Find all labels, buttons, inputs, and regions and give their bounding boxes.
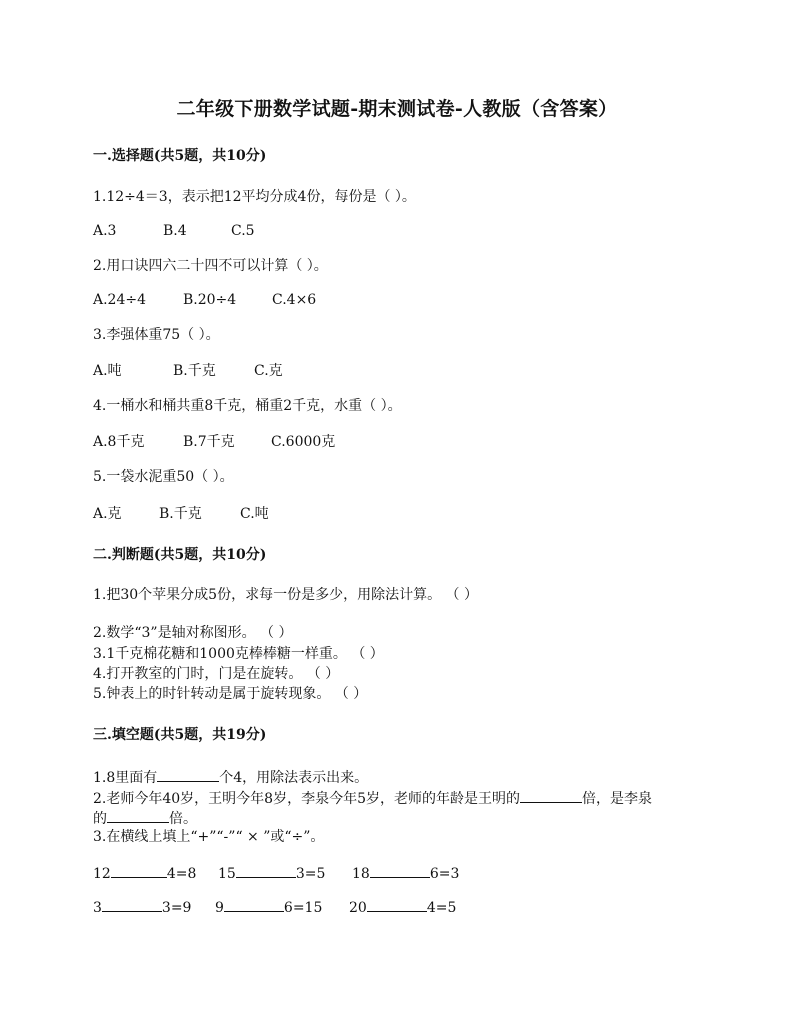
- fill-q2-text-d: 倍。: [169, 811, 197, 827]
- calc-row-1: [93, 863, 459, 883]
- answer-blank: [236, 863, 296, 878]
- judge-item-1: 1.把30个苹果分成5份，求每一份是多少，用除法计算。 （ ）: [93, 587, 478, 603]
- choice-question-4: 4.一桶水和桶共重8千克，桶重2千克，水重（ ）。: [93, 398, 402, 414]
- option-a: A.3: [93, 223, 117, 239]
- choice-options-5: [93, 505, 269, 523]
- option-c: C.5: [231, 223, 255, 239]
- answer-blank: [224, 897, 284, 912]
- option-c: C.吨: [240, 506, 269, 522]
- answer-blank: [107, 808, 169, 823]
- judge-item-2: 2.数学“3”是轴对称图形。 （ ）: [93, 625, 293, 641]
- calc-item: 20 4=5: [349, 897, 456, 917]
- fill-q2-text-a: 2.老师今年40岁，王明今年8岁，李泉今年5岁，老师的年龄是王明的: [93, 791, 520, 807]
- answer-blank: [111, 863, 167, 878]
- fill-question-2: [93, 788, 652, 808]
- answer-blank: [102, 897, 162, 912]
- answer-blank: [520, 788, 582, 803]
- choice-options-1: [93, 222, 255, 240]
- option-b: B.20÷4: [183, 292, 237, 308]
- calc-item: 12 4=8: [93, 863, 218, 883]
- option-b: B.千克: [159, 506, 202, 522]
- option-b: B.千克: [173, 363, 216, 379]
- judge-item-3: 3.1千克棉花糖和1000克棒棒糖一样重。 （ ）: [93, 646, 384, 662]
- judge-item-5: 5.钟表上的时针转动是属于旋转现象。 （ ）: [93, 686, 368, 702]
- calc-item: 3 3=9: [93, 897, 215, 917]
- fill-q2-text-b: 倍，是李泉: [582, 791, 652, 807]
- fill-q2-text-c: 的: [93, 811, 107, 827]
- calc-item: 9 6=15: [215, 897, 349, 917]
- calc-item: 15 3=5: [218, 863, 352, 883]
- option-c: C.6000克: [271, 434, 336, 450]
- calc-row-2: [93, 897, 456, 917]
- option-a: A.8千克: [93, 434, 145, 450]
- fill-q1-text-a: 1.8里面有: [93, 770, 158, 786]
- option-b: B.4: [163, 223, 187, 239]
- choice-question-2: 2.用口诀四六二十四不可以计算（ ）。: [93, 258, 328, 274]
- choice-options-2: [93, 291, 316, 309]
- section-heading-fill: 三.填空题(共5题，共19分): [93, 727, 267, 743]
- option-c: C.克: [254, 363, 283, 379]
- fill-question-2-cont: [93, 808, 197, 828]
- answer-blank: [157, 767, 219, 782]
- answer-blank: [370, 863, 430, 878]
- choice-options-3: [93, 362, 283, 380]
- page-title: 二年级下册数学试题-期末测试卷-人教版（含答案）: [176, 98, 618, 120]
- choice-options-4: [93, 433, 335, 451]
- calc-item: 18 6=3: [352, 863, 459, 883]
- section-heading-judge: 二.判断题(共5题，共10分): [93, 547, 267, 563]
- answer-blank: [367, 897, 427, 912]
- option-c: C.4×6: [272, 292, 317, 308]
- fill-q1-text-b: 个4，用除法表示出来。: [219, 770, 369, 786]
- section-heading-choice: 一.选择题(共5题，共10分): [93, 148, 267, 164]
- option-a: A.克: [93, 506, 122, 522]
- choice-question-5: 5.一袋水泥重50（ ）。: [93, 469, 234, 485]
- option-a: A.吨: [93, 363, 122, 379]
- option-b: B.7千克: [183, 434, 235, 450]
- choice-question-1: 1.12÷4＝3，表示把12平均分成4份，每份是（ ）。: [93, 189, 416, 205]
- fill-question-1: [93, 767, 368, 787]
- choice-question-3: 3.李强体重75（ ）。: [93, 327, 220, 343]
- fill-question-3: 3.在横线上填上“+”“-”“ × ”或“÷”。: [93, 829, 325, 845]
- judge-item-4: 4.打开教室的门时，门是在旋转。 （ ）: [93, 666, 340, 682]
- option-a: A.24÷4: [93, 292, 147, 308]
